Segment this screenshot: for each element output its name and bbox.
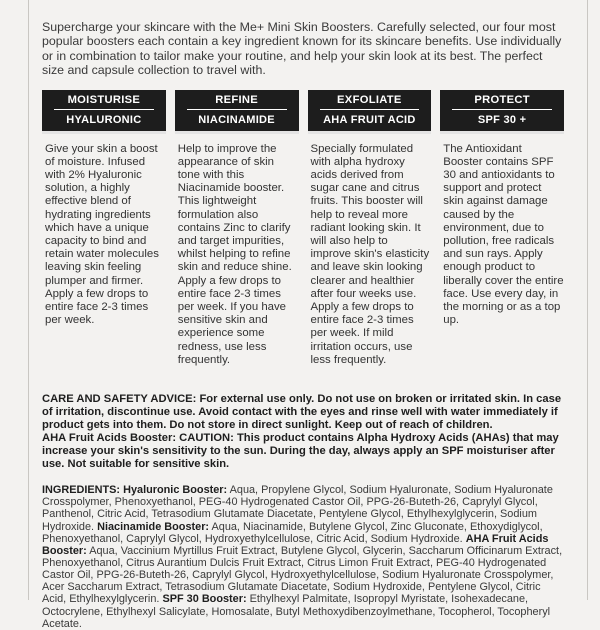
booster-columns — [42, 90, 564, 367]
aha-label: AHA Fruit Acids Booster: — [42, 532, 549, 557]
spf-label: SPF 30 Booster: — [162, 593, 247, 606]
intro-text: Supercharge your skincare with the Me+ Mini Skin Boosters. Carefully selected, our four most popular boosters each contain a key ingredient known for its skincare benefits. Use individually or in combination to tailor make your routine, and help your skin look at its best. The perfect size and capsule collection to travel with. — [42, 20, 562, 78]
booster-ingredient: SPF 30 + — [477, 113, 527, 126]
booster-header — [42, 90, 166, 134]
ingredients-list — [42, 484, 564, 630]
booster-header — [308, 90, 432, 134]
right-fold-line — [587, 0, 588, 600]
booster-column-exfoliate — [308, 90, 432, 367]
booster-title: PROTECT — [452, 90, 552, 110]
booster-ingredient: AHA FRUIT ACID — [323, 113, 416, 126]
ingredients-heading: INGREDIENTS: — [42, 484, 121, 497]
niacinamide-label: Niacinamide Booster: — [97, 520, 210, 533]
booster-title: MOISTURISE — [54, 90, 154, 110]
care-paragraph: CARE AND SAFETY ADVICE: For external use only. Do not use on broken or irritated skin. In case of irritation, discontinue use. Avoid contact with the eyes and rinse well with water immediately if product gets into them. Do not store in direct sunlight. Keep out of reach of children. — [42, 393, 562, 432]
booster-description: Specially formulated with alpha hydroxy acids derived from sugar cane and citrus fruits. This booster will help to reveal more radiant looking skin. It will also help to improve skin's elasticity and leave skin looking clearer and healthier after four weeks use. Apply a few drops to entire face 2-3 times per week. If mild irritation occurs, use less frequently. — [310, 142, 430, 366]
booster-column-protect — [440, 90, 564, 367]
booster-column-moisturise — [42, 90, 166, 367]
care-safety-advice — [42, 393, 564, 471]
booster-title: EXFOLIATE — [320, 90, 420, 110]
hyaluronic-label: Hyaluronic Booster: — [123, 484, 228, 497]
booster-header — [175, 90, 299, 134]
spf-ingredients: Ethylhexyl Palmitate, Isopropyl Myristate, Isohexadecane, Octocrylene, Ethylhexyl Salicylate, Homosalate, Butyl Methoxydibenzoylmethane, Tocopherol, Tocopheryl Acetate. — [42, 593, 551, 630]
booster-description: Help to improve the appearance of skin tone with this Niacinamide booster. This lightweight formulation also contains Zinc to clarify and target impurities, whilst helping to refine skin and reduce shine. Apply a few drops to entire face 2-3 times per week. If you have sensitive skin and experience some redness, use less frequently. — [177, 142, 292, 366]
booster-description: The Antioxidant Booster contains SPF 30 and antioxidants to support and protect skin against damage caused by the environment, due to pollution, free radicals and sun rays. Apply enough product to liberally cover the entire face. Use every day, in the morning or as a top up. — [443, 142, 564, 327]
booster-ingredient: HYALURONIC — [66, 113, 142, 126]
booster-ingredient: NIACINAMIDE — [198, 113, 275, 126]
booster-title: REFINE — [187, 90, 287, 110]
hyaluronic-ingredients: Aqua, Propylene Glycol, Sodium Hyaluronate, Sodium Hyaluronate Crosspolymer, Phenoxyethanol, PEG-40 Hydrogenated Castor Oil, PPG-26-Buteth-26, Caprylyl Glycol, Panthenol, Citric Acid, Tetrasodium Glutamate Diacetate, Pentylene Glycol, Ethylhexylglycerin, Sodium Hydroxide. — [42, 484, 553, 533]
booster-description: Give your skin a boost of moisture. Infused with 2% Hyaluronic solution, a highly effective blend of hydrating ingredients which have a unique capacity to bind and retain water molecules leaving skin feeling plumper and firmer. Apply a few drops to entire face 2-3 times per week. — [45, 142, 159, 327]
aha-caution-paragraph: AHA Fruit Acids Booster: CAUTION: This product contains Alpha Hydroxy Acids (AHAs) that may increase your skin's sensitivity to the sun. During the day, always apply an SPF moisturiser after use. Not suitable for sensitive skin. — [42, 432, 559, 471]
booster-header — [440, 90, 564, 134]
aha-ingredients: Aqua, Vaccinium Myrtillus Fruit Extract, Butylene Glycol, Glycerin, Saccharum Officinarum Extract, Phenoxyethanol, Citrus Aurantium Dulcis Fruit Extract, Citrus Limon Fruit Extract, PEG-40 Hydrogenated Castor Oil, PPG-26-Buteth-26, Caprylyl Glycol, Hydroxyethylcellulose, Sodium Hyaluronate Crosspolymer, Acer Saccharum Extract, Tetrasodium Glutamate Diacetate, Sodium Hydroxide, Pentylene Glycol, Citric Acid, Ethylhexylglycerin. — [42, 544, 563, 606]
left-fold-line — [28, 0, 29, 600]
niacinamide-ingredients: Aqua, Niacinamide, Butylene Glycol, Zinc Gluconate, Ethoxydiglycol, Phenoxyethanol, Caprylyl Glycol, Hydroxyethylcellulose, Citric Acid, Sodium Hydroxide. — [42, 520, 543, 545]
booster-column-refine — [175, 90, 299, 367]
